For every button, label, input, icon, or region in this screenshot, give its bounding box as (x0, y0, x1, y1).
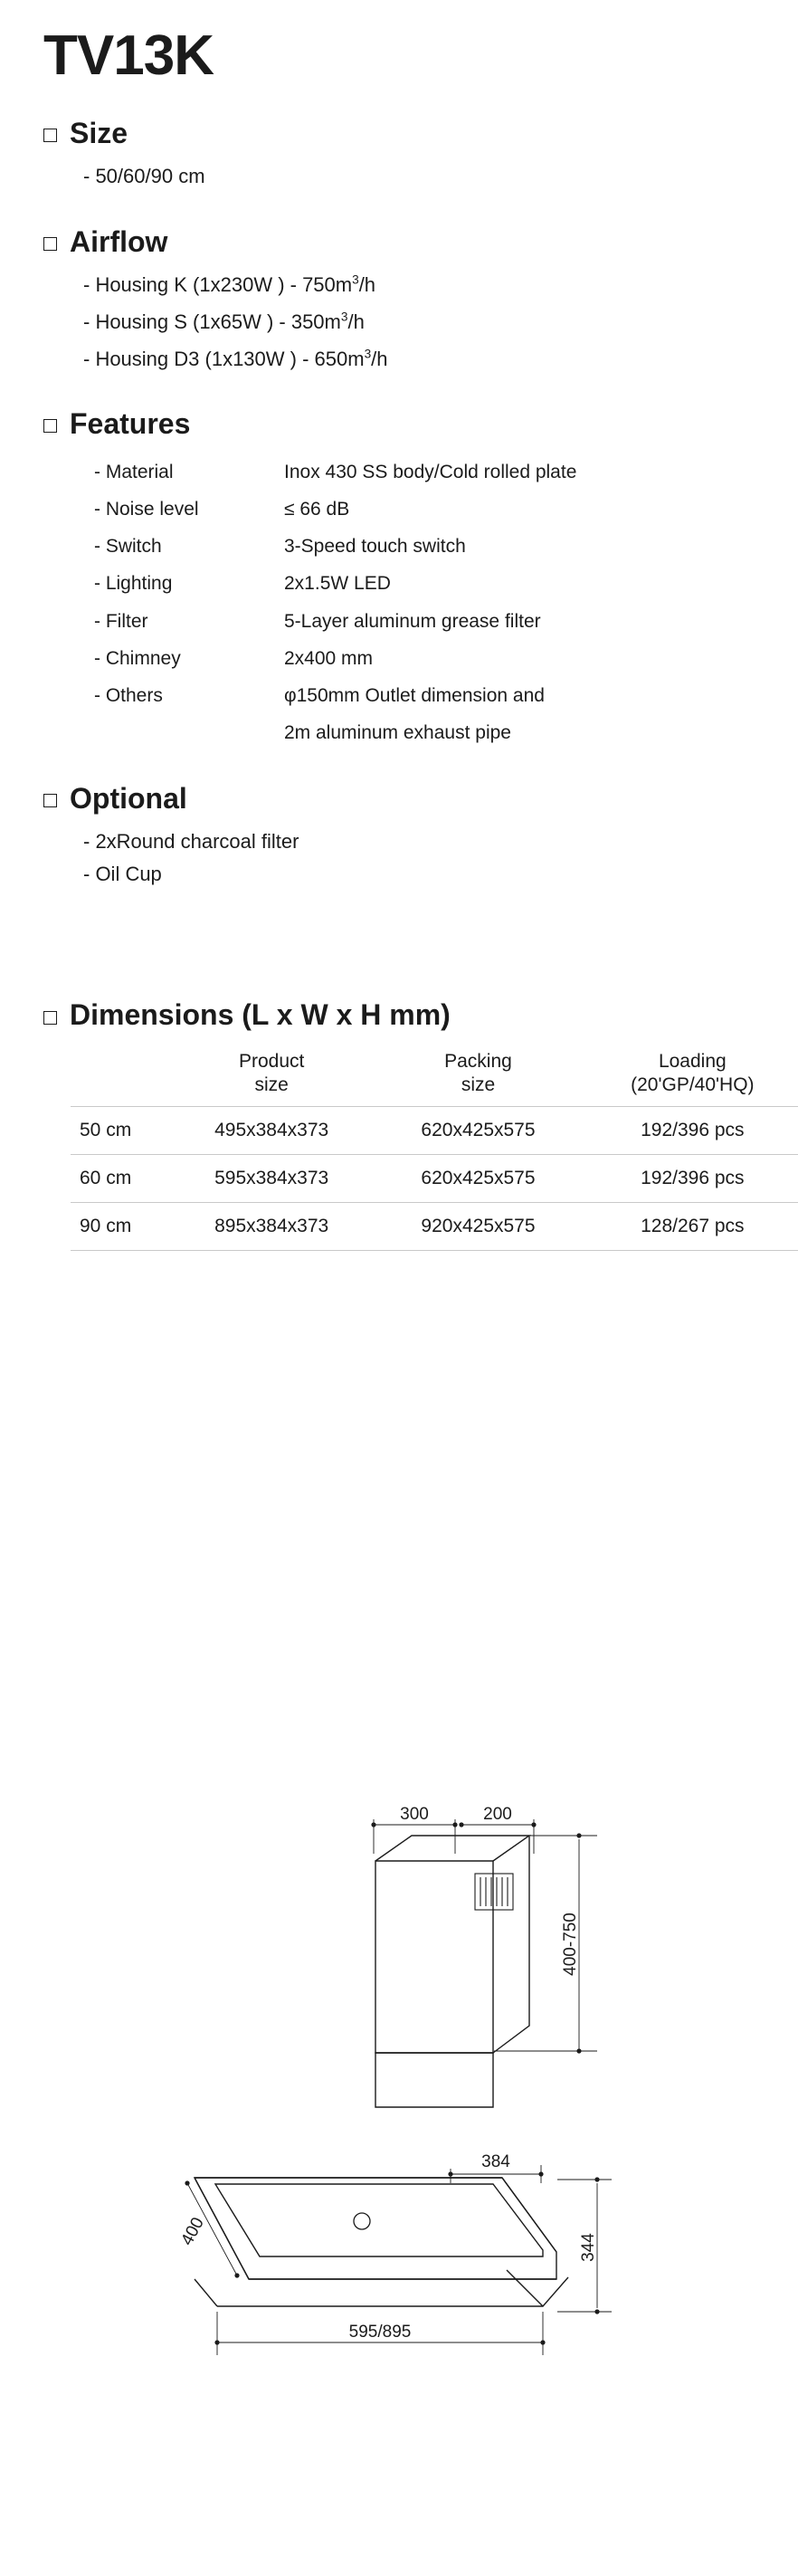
feature-key: - Filter (94, 610, 148, 632)
cell-product: 895x384x373 (168, 1203, 375, 1251)
features-heading: Features (70, 407, 191, 441)
size-heading-row (43, 118, 762, 149)
dimension-lines (187, 1819, 612, 2355)
column-header-loading-l1: Loading (658, 1050, 727, 1072)
table-row (94, 714, 755, 751)
section-optional (43, 783, 762, 892)
airflow-heading: Airflow (70, 225, 168, 259)
cell-loading: 192/396 pcs (582, 1107, 798, 1155)
cell-packing: 620x425x575 (375, 1107, 581, 1155)
column-header-blank (71, 1046, 168, 1107)
dim-label-top-right: 200 (483, 1805, 512, 1824)
dimensions-table (71, 1046, 798, 1252)
dimensions-heading: Dimensions (L x W x H mm) (70, 998, 451, 1032)
feature-value-continued: 2m aluminum exhaust pipe (284, 722, 511, 744)
row-label: 90 cm (71, 1203, 168, 1251)
feature-key: - Others (94, 685, 163, 707)
airflow-sup-2: 3 (364, 347, 372, 361)
table-row (71, 1203, 798, 1251)
cell-product: 595x384x373 (168, 1155, 375, 1203)
features-heading-row (43, 408, 762, 440)
optional-list (83, 825, 762, 892)
feature-key: - Lighting (94, 573, 173, 595)
vent-grille-icon (475, 1874, 513, 1910)
column-header-packing-l2: size (461, 1073, 496, 1095)
cell-loading: 128/267 pcs (582, 1203, 798, 1251)
feature-value: ≤ 66 dB (284, 498, 350, 520)
table-row (71, 1155, 798, 1203)
table-row (94, 528, 755, 565)
optional-heading: Optional (70, 781, 187, 815)
chimney-lower (375, 2053, 493, 2107)
airflow-sup-1: 3 (340, 310, 348, 324)
list-item (83, 304, 762, 341)
dim-label-left-vertical: 400 (177, 2214, 208, 2249)
optional-heading-row (43, 783, 762, 815)
feature-key: - Switch (94, 536, 162, 558)
airflow-text-1: - Housing S (1x65W ) - 350m (83, 310, 341, 333)
feature-key-empty (94, 714, 284, 751)
cell-packing: 920x425x575 (375, 1203, 581, 1251)
dimensions-heading-row (43, 999, 762, 1031)
row-label: 60 cm (71, 1155, 168, 1203)
page-title: TV13K (43, 24, 214, 87)
table-row (94, 603, 755, 640)
column-header-packing (375, 1046, 581, 1107)
glass-panel (215, 2184, 543, 2256)
feature-key: - Noise level (94, 498, 199, 520)
table-row (71, 1107, 798, 1155)
airflow-sup-0: 3 (352, 272, 359, 287)
section-size (43, 118, 762, 196)
airflow-post-0: /h (358, 273, 376, 297)
feature-value: 5-Layer aluminum grease filter (284, 610, 541, 632)
cell-product: 495x384x373 (168, 1107, 375, 1155)
square-bullet-icon (43, 419, 57, 433)
dim-label-mid-width: 384 (481, 2152, 510, 2171)
touch-control-icon (354, 2213, 370, 2229)
feature-value: Inox 430 SS body/Cold rolled plate (284, 461, 577, 482)
spec-sheet-page (0, 25, 798, 2576)
chimney-side-perspective (493, 1836, 529, 2053)
chimney-top-perspective (375, 1836, 529, 1861)
oil-channel-right (507, 2270, 543, 2306)
section-features (43, 408, 762, 751)
square-bullet-icon (43, 129, 57, 142)
feature-value: φ150mm Outlet dimension and (284, 685, 545, 707)
airflow-list (83, 267, 762, 377)
table-row (94, 491, 755, 528)
airflow-text-2: - Housing D3 (1x130W ) - 650m (83, 347, 365, 370)
hood-body-outline (195, 2178, 556, 2279)
dim-label-top-left: 300 (400, 1805, 429, 1824)
square-bullet-icon (43, 794, 57, 807)
table-row (94, 677, 755, 714)
dimension-endpoints (185, 1822, 599, 2344)
airflow-text-0: - Housing K (1x230W ) - 750m (83, 273, 353, 297)
list-item: - Oil Cup (83, 863, 162, 886)
list-item: - 2xRound charcoal filter (83, 829, 299, 853)
square-bullet-icon (43, 237, 57, 251)
column-header-product (168, 1046, 375, 1107)
section-airflow (43, 226, 762, 377)
feature-value: 3-Speed touch switch (284, 536, 466, 558)
table-row (94, 565, 755, 602)
table-header-row (71, 1046, 798, 1107)
column-header-product-l1: Product (238, 1050, 305, 1072)
hood-dimension-diagram (0, 1799, 798, 2560)
dim-label-right-vertical: 400-750 (561, 1913, 580, 1976)
list-item (83, 267, 762, 304)
list-item (83, 341, 762, 378)
table-row (94, 640, 755, 677)
square-bullet-icon (43, 1011, 57, 1025)
oil-channel-left (195, 2279, 217, 2306)
size-list (83, 158, 762, 196)
cell-loading: 192/396 pcs (582, 1155, 798, 1203)
cell-packing: 620x425x575 (375, 1155, 581, 1203)
table-row (94, 453, 755, 491)
airflow-post-2: /h (371, 347, 388, 370)
column-header-product-l2: size (254, 1073, 289, 1095)
feature-value: 2x1.5W LED (284, 573, 391, 595)
dim-label-bottom-width: 595/895 (348, 2323, 412, 2342)
airflow-post-1: /h (347, 310, 365, 333)
feature-key: - Material (94, 461, 174, 482)
oil-channel (217, 2277, 568, 2306)
size-heading: Size (70, 117, 128, 150)
section-dimensions (43, 999, 762, 1251)
technical-drawing (0, 1799, 798, 2560)
column-header-packing-l1: Packing (444, 1050, 512, 1072)
hood-right-edge-2 (502, 2178, 556, 2252)
dim-label-right-lower: 344 (579, 2233, 598, 2262)
feature-key: - Chimney (94, 647, 181, 669)
feature-value: 2x400 mm (284, 647, 374, 669)
column-header-loading-l2: (20'GP/40'HQ) (631, 1073, 755, 1095)
airflow-heading-row (43, 226, 762, 258)
features-table (94, 453, 755, 752)
list-item: - 50/60/90 cm (83, 165, 205, 188)
column-header-loading (582, 1046, 798, 1107)
row-label: 50 cm (71, 1107, 168, 1155)
dimensions-table-wrap (71, 1046, 762, 1252)
